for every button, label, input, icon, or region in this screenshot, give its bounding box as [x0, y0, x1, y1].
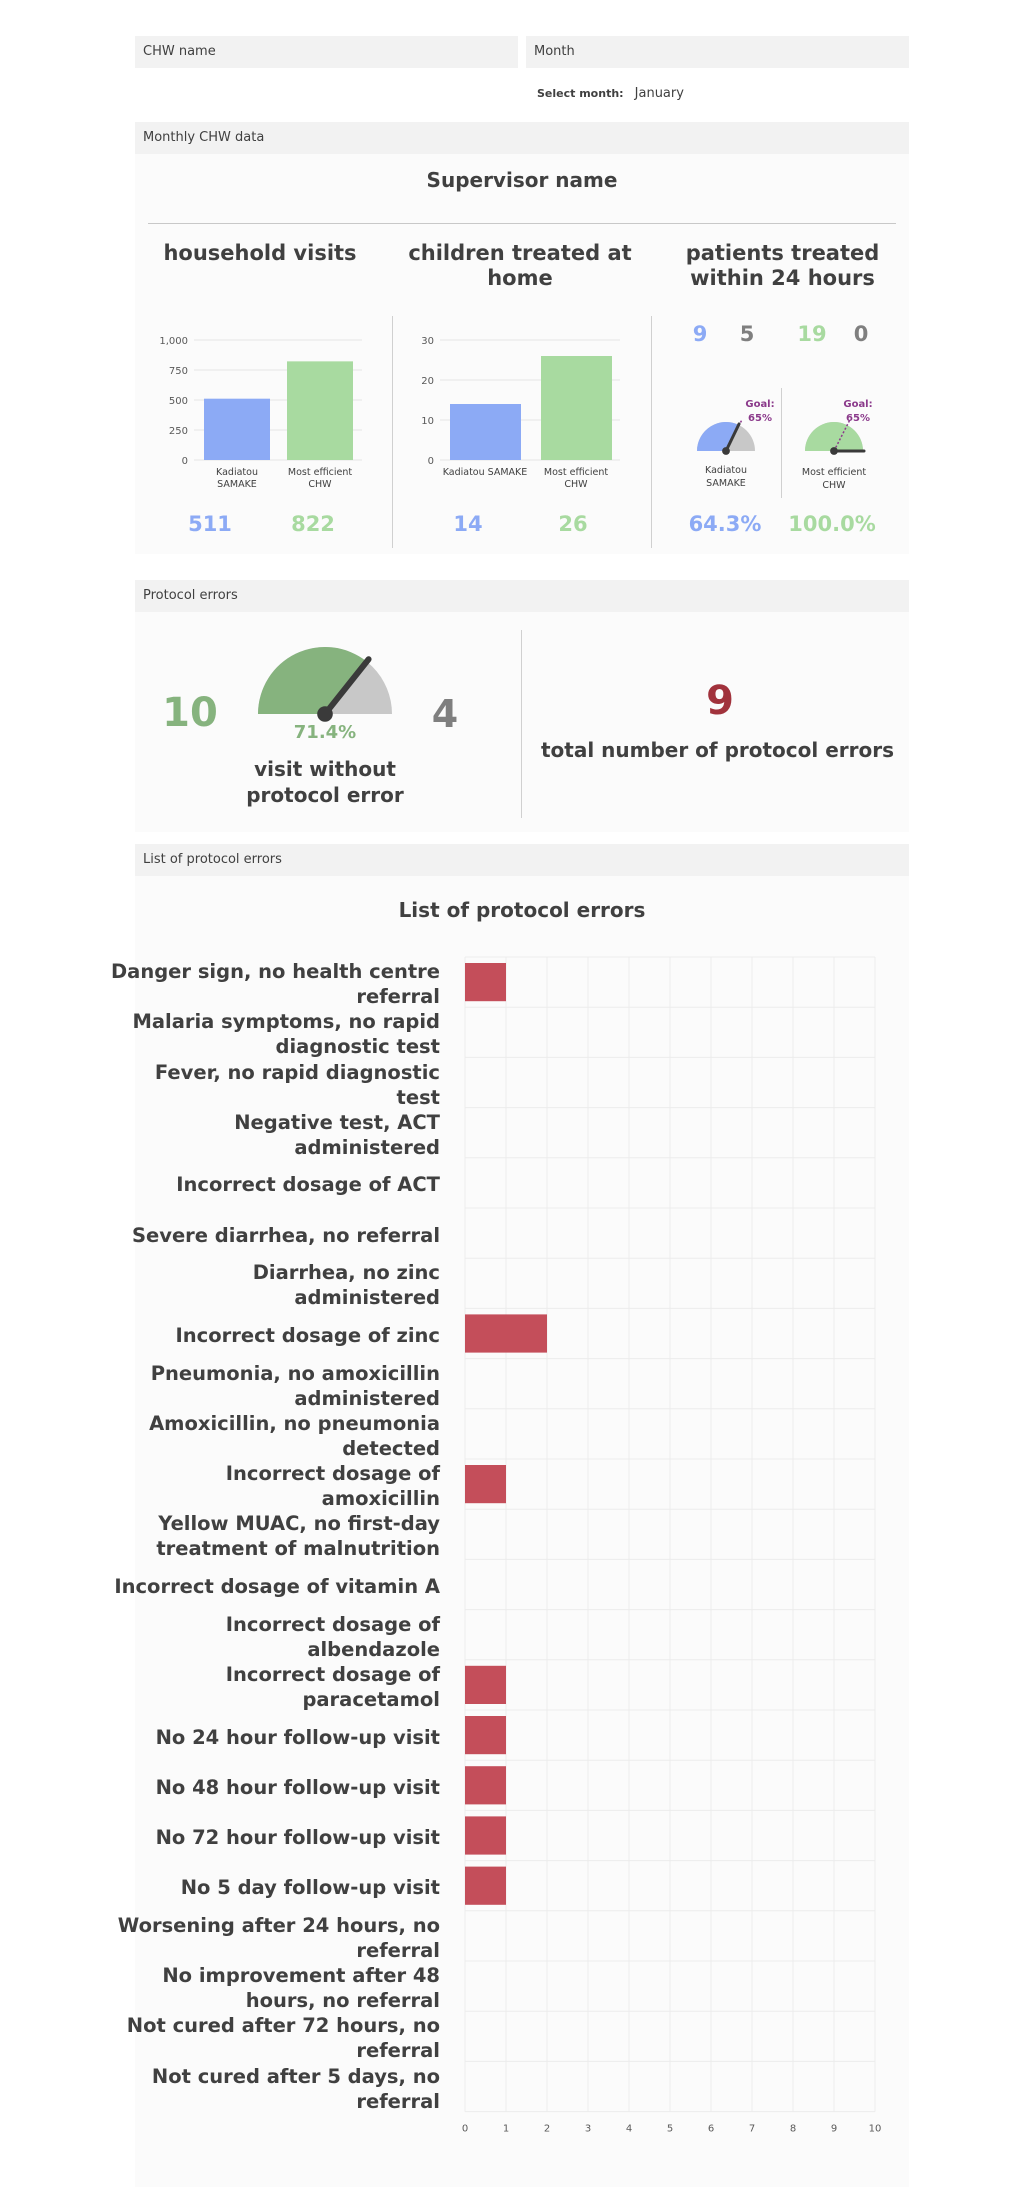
select-month-label: Select month:: [537, 87, 624, 100]
err-xtick-5: 5: [666, 2123, 674, 2135]
household-visits-chart: [150, 330, 375, 500]
pt-efficient-in: 19: [797, 322, 827, 346]
hv-bar-efficient: [287, 361, 353, 460]
hv-ytick-500: 500: [168, 396, 188, 407]
pt-kadiatou-gauge: [690, 395, 780, 495]
err-bar: [465, 1816, 506, 1854]
err-xtick-1: 1: [502, 2123, 510, 2135]
pt-kadiatou-goal-label: Goal:: [745, 399, 775, 410]
with-error-count: 4: [431, 692, 459, 736]
ct-cat-efficient-a: Most efficient: [543, 467, 609, 478]
pt-cat-efficient-a: Most efficient: [801, 467, 867, 478]
monthly-chw-data-header: Monthly CHW data: [135, 122, 909, 154]
children-treated-title: children treated at home: [408, 241, 632, 290]
err-label: Fever, no rapid diagnostic test: [154, 1060, 440, 1109]
hv-cat-kadiatou-b: SAMAKE: [217, 479, 257, 490]
err-xtick-9: 9: [830, 2123, 838, 2135]
err-xtick-4: 4: [625, 2123, 633, 2135]
err-label: Incorrect dosage of paracetamol: [225, 1662, 440, 1711]
without-error-count: 10: [162, 690, 218, 736]
err-bar: [465, 1867, 506, 1905]
month-selector[interactable]: [537, 80, 684, 104]
hv-ytick-250: 250: [168, 426, 188, 437]
err-label: Incorrect dosage of vitamin A: [114, 1575, 440, 1598]
err-xtick-10: 10: [868, 2123, 882, 2135]
ct-efficient-value: 26: [558, 512, 588, 536]
without-error-label: visit without protocol error: [246, 757, 404, 807]
hv-cat-kadiatou-a: Kadiatou: [216, 467, 258, 478]
ct-bar-efficient: [541, 356, 612, 460]
g-proto-hub: [317, 706, 333, 722]
supervisor-divider: [148, 223, 896, 224]
err-label: Pneumonia, no amoxicillin administered: [150, 1361, 440, 1410]
protocol-gauge: [252, 640, 402, 725]
ct-cat-kadiatou: Kadiatou SAMAKE: [442, 467, 528, 478]
err-label: Severe diarrhea, no referral: [131, 1223, 440, 1247]
month-header: Month: [526, 36, 909, 68]
g-eff-fill: [805, 422, 863, 451]
ct-cat-efficient-b: CHW: [564, 479, 588, 490]
ct-ytick-10: 10: [421, 416, 434, 427]
err-label: Incorrect dosage of amoxicillin: [225, 1462, 440, 1511]
total-errors-value: 9: [706, 678, 734, 724]
ct-kadiatou-value: 14: [453, 512, 483, 536]
household-visits-title: household visits: [163, 241, 357, 265]
pt-kadiatou-in: 9: [692, 322, 708, 346]
err-xtick-8: 8: [789, 2123, 797, 2135]
ct-ytick-0: 0: [427, 456, 434, 467]
err-xtick-3: 3: [584, 2123, 592, 2135]
hv-kadiatou-value: 511: [188, 512, 232, 536]
pt-kadiatou-out: 5: [739, 322, 755, 346]
err-label: Incorrect dosage of ACT: [176, 1173, 440, 1197]
hv-ytick-0: 0: [181, 456, 188, 467]
g-kad-hub: [722, 447, 730, 455]
err-label: Malaria symptoms, no rapid diagnostic test: [132, 1010, 440, 1059]
err-bar: [465, 1666, 506, 1704]
total-errors-label: total number of protocol errors: [540, 738, 895, 762]
err-label: No improvement after 48 hours, no referral: [162, 1964, 440, 2013]
protocol-pct: 71.4%: [293, 722, 357, 743]
err-label: No 72 hour follow-up visit: [155, 1826, 440, 1849]
pt-cat-kadiatou-a: Kadiatou: [705, 465, 747, 476]
err-label: Negative test, ACT administered: [234, 1110, 440, 1159]
pt-cat-efficient-b: CHW: [822, 480, 846, 491]
supervisor-title: Supervisor name: [426, 168, 618, 192]
err-xtick-6: 6: [707, 2123, 715, 2135]
error-chart: [455, 955, 895, 2145]
pt-efficient-gauge: [790, 395, 890, 495]
hv-cat-efficient-a: Most efficient: [287, 467, 353, 478]
hv-cat-efficient-b: CHW: [308, 479, 332, 490]
select-month-value[interactable]: January: [634, 86, 684, 101]
err-label: Not cured after 5 days, no referral: [151, 2064, 440, 2113]
pt-kadiatou-goal-value: 65%: [748, 413, 772, 424]
g-eff-hub: [830, 447, 838, 455]
err-label: Incorrect dosage of zinc: [175, 1324, 440, 1347]
error-labels-column: [110, 955, 440, 2115]
pt-efficient-out: 0: [853, 322, 869, 346]
error-list-header: List of protocol errors: [135, 844, 909, 876]
err-bar: [465, 1465, 506, 1503]
hv-ytick-1000: 1,000: [159, 336, 188, 347]
hv-efficient-value: 822: [291, 512, 335, 536]
protocol-errors-header: Protocol errors: [135, 580, 909, 612]
err-xtick-0: 0: [461, 2123, 469, 2135]
protocol-separator: [521, 630, 522, 818]
err-bar: [465, 963, 506, 1001]
err-bar: [465, 1716, 506, 1754]
gauge-separator: [781, 388, 782, 498]
err-label: No 5 day follow-up visit: [180, 1876, 440, 1900]
patients-treated-title: patients treated within 24 hours: [685, 241, 880, 290]
err-label: Amoxicillin, no pneumonia detected: [149, 1411, 440, 1460]
err-label: Not cured after 72 hours, no referral: [126, 2014, 440, 2063]
pt-efficient-goal-value: 65%: [846, 413, 870, 424]
children-treated-chart: [400, 330, 640, 500]
err-label: Incorrect dosage of albendazole: [225, 1612, 440, 1661]
ct-bar-kadiatou: [450, 404, 521, 460]
err-label: No 48 hour follow-up visit: [155, 1775, 440, 1799]
err-label: Diarrhea, no zinc administered: [252, 1261, 440, 1310]
ct-ytick-20: 20: [421, 376, 434, 387]
kpi-separator-2: [651, 316, 652, 548]
err-label: Yellow MUAC, no first-day treatment of malnutrition: [156, 1512, 440, 1561]
pt-efficient-goal-label: Goal:: [843, 399, 873, 410]
err-label: Danger sign, no health centre referral: [111, 960, 440, 1009]
err-label: Worsening after 24 hours, no referral: [117, 1913, 440, 1962]
err-bar: [465, 1314, 547, 1352]
hv-ytick-750: 750: [168, 366, 188, 377]
err-xtick-2: 2: [543, 2123, 551, 2135]
kpi-separator-1: [392, 316, 393, 548]
pt-efficient-pct: 100.0%: [788, 512, 876, 536]
pt-cat-kadiatou-b: SAMAKE: [706, 478, 746, 489]
chw-name-header: CHW name: [135, 36, 518, 68]
err-xtick-7: 7: [748, 2123, 756, 2135]
err-label: No 24 hour follow-up visit: [155, 1725, 440, 1749]
ct-ytick-30: 30: [421, 336, 434, 347]
error-list-title: List of protocol errors: [398, 898, 646, 922]
pt-kadiatou-pct: 64.3%: [688, 512, 762, 536]
err-bar: [465, 1766, 506, 1804]
hv-bar-kadiatou: [204, 399, 270, 460]
